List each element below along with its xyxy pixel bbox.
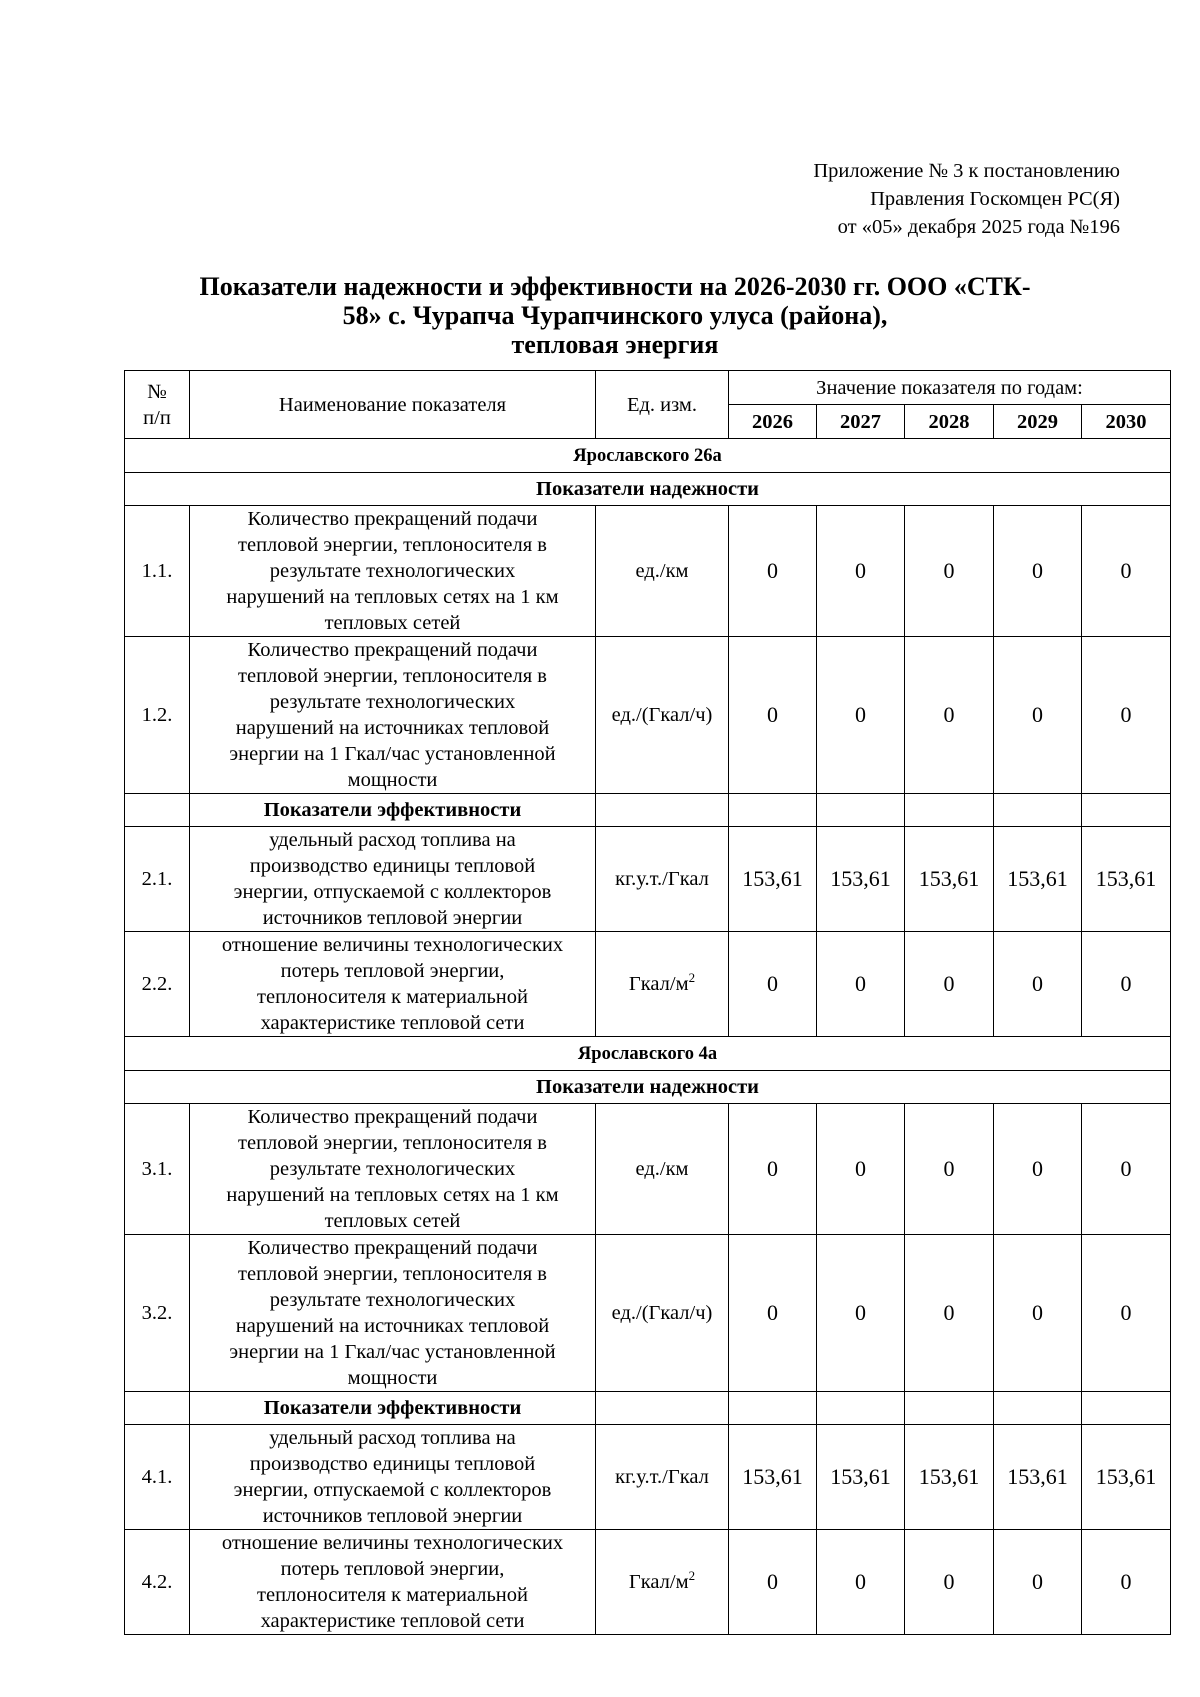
document-title [150,272,1080,359]
row-num: 3.2. [125,1235,190,1392]
category-row-efficiency [125,1392,1171,1425]
row-unit-text: Гкал/м [628,973,689,995]
indicators-table [124,370,1171,1635]
row-indicator-name-line: теплоносителя к материальной [257,1584,528,1606]
row-indicator-name [190,1235,596,1392]
row-indicator-name-line: мощности [347,1367,438,1389]
row-value-2029: 0 [994,1235,1082,1392]
row-indicator-name-line: результате технологических [269,1158,516,1180]
row-unit-text: ед./км [635,560,689,582]
row-value-2029: 0 [994,932,1082,1037]
row-value-2028: 0 [905,1104,994,1235]
row-value-2027: 0 [817,1235,905,1392]
header-name-cell: Наименование показателя [190,371,596,439]
header-year-2028: 2028 [905,405,994,439]
category-empty-cell [994,794,1082,827]
row-indicator-name-line: источников тепловой энергии [262,1505,523,1527]
row-indicator-name [190,1530,596,1635]
header-year-2029: 2029 [994,405,1082,439]
row-indicator-name-line: тепловых сетей [324,612,461,634]
category-empty-cell [1082,1392,1171,1425]
row-indicator-name-line: тепловой энергии, теплоносителя в [238,665,547,687]
row-num: 1.2. [125,637,190,794]
table-row [125,637,1171,794]
row-value-2027: 0 [817,1104,905,1235]
row-value-2027: 153,61 [817,1425,905,1530]
row-value-2026: 0 [729,1235,817,1392]
table-row [125,1530,1171,1635]
table-row [125,932,1171,1037]
row-indicator-name [190,637,596,794]
row-unit [596,506,729,637]
row-value-2029: 0 [994,506,1082,637]
row-num: 2.2. [125,932,190,1037]
row-indicator-name-line: характеристике тепловой сети [260,1012,525,1034]
row-indicator-name-line: характеристике тепловой сети [260,1610,525,1632]
category-row-reliability [125,1071,1171,1104]
row-value-2029: 0 [994,637,1082,794]
category-row-reliability [125,473,1171,506]
row-unit-text: Гкал/м [628,1571,689,1593]
row-indicator-name-line: нарушений на тепловых сетях на 1 км [226,1184,559,1206]
row-value-2030: 153,61 [1082,1425,1171,1530]
appendix-reference [560,157,1120,241]
category-empty-num [125,794,190,827]
row-indicator-name-line: производство единицы тепловой [249,1453,536,1475]
row-value-2028: 0 [905,506,994,637]
row-indicator-name-line: Количество прекращений подачи [247,1237,538,1259]
row-value-2026: 153,61 [729,1425,817,1530]
section-name: Ярославского 26а [125,439,1171,473]
appendix-line-3: от «05» декабря 2025 года №196 [837,216,1120,238]
row-value-2029: 153,61 [994,827,1082,932]
category-empty-cell [596,1392,729,1425]
row-indicator-name-line: Количество прекращений подачи [247,639,538,661]
row-indicator-name-line: нарушений на источниках тепловой [235,1315,550,1337]
row-value-2030: 0 [1082,932,1171,1037]
row-indicator-name-line: нарушений на тепловых сетях на 1 км [226,586,559,608]
row-unit-text: кг.у.т./Гкал [615,868,709,890]
row-value-2027: 153,61 [817,827,905,932]
appendix-line-1: Приложение № 3 к постановлению [813,160,1120,182]
row-value-2026: 0 [729,1104,817,1235]
table-row [125,1235,1171,1392]
row-value-2028: 0 [905,1235,994,1392]
table-body [125,439,1171,1635]
row-unit-superscript: 2 [688,1568,696,1584]
appendix-line-2: Правления Госкомцен РС(Я) [870,188,1120,210]
section-name: Ярославского 4а [125,1037,1171,1071]
row-indicator-name-line: тепловых сетей [324,1210,461,1232]
row-unit [596,1104,729,1235]
row-value-2026: 0 [729,932,817,1037]
category-empty-cell [905,1392,994,1425]
row-indicator-name-line: теплоносителя к материальной [257,986,528,1008]
row-indicator-name-line: тепловой энергии, теплоносителя в [238,534,547,556]
category-empty-cell [905,794,994,827]
category-empty-cell [817,794,905,827]
row-value-2028: 0 [905,932,994,1037]
row-unit-text: ед./км [635,1158,689,1180]
row-indicator-name-line: потерь тепловой энергии, [280,1558,505,1580]
header-year-2027: 2027 [817,405,905,439]
category-label-efficiency: Показатели эффективности [190,1392,596,1425]
row-unit [596,932,729,1037]
row-indicator-name-line: энергии, отпускаемой с коллекторов [233,881,552,903]
header-num-cell [125,371,190,439]
header-num-line-2: п/п [143,406,171,429]
row-value-2028: 0 [905,1530,994,1635]
row-indicator-name-line: энергии на 1 Гкал/час установленной [229,1341,556,1363]
header-year-2026: 2026 [729,405,817,439]
header-unit-cell: Ед. изм. [596,371,729,439]
row-indicator-name-line: тепловой энергии, теплоносителя в [238,1263,547,1285]
category-label-reliability: Показатели надежности [125,1071,1171,1104]
category-label-reliability: Показатели надежности [125,473,1171,506]
row-value-2029: 153,61 [994,1425,1082,1530]
category-empty-cell [596,794,729,827]
row-value-2028: 153,61 [905,827,994,932]
row-value-2027: 0 [817,1530,905,1635]
row-indicator-name-line: удельный расход топлива на [269,829,516,851]
row-unit [596,1235,729,1392]
row-indicator-name [190,827,596,932]
row-value-2026: 153,61 [729,827,817,932]
row-unit-text: кг.у.т./Гкал [615,1466,709,1488]
row-value-2030: 153,61 [1082,827,1171,932]
section-row [125,439,1171,473]
category-empty-cell [817,1392,905,1425]
category-row-efficiency [125,794,1171,827]
row-indicator-name-line: источников тепловой энергии [262,907,523,929]
row-indicator-name-line: потерь тепловой энергии, [280,960,505,982]
row-indicator-name-line: отношение величины технологических [221,934,564,956]
row-indicator-name-line: нарушений на источниках тепловой [235,717,550,739]
row-value-2030: 0 [1082,1530,1171,1635]
section-row [125,1037,1171,1071]
row-value-2029: 0 [994,1104,1082,1235]
row-num: 3.1. [125,1104,190,1235]
row-indicator-name [190,506,596,637]
header-num-line-1: № [147,380,167,403]
row-num: 4.2. [125,1530,190,1635]
category-empty-cell [729,1392,817,1425]
row-value-2028: 0 [905,637,994,794]
row-indicator-name-line: энергии, отпускаемой с коллекторов [233,1479,552,1501]
row-value-2026: 0 [729,637,817,794]
row-unit-text: ед./(Гкал/ч) [611,1302,713,1324]
category-empty-cell [1082,794,1171,827]
row-value-2026: 0 [729,506,817,637]
row-value-2030: 0 [1082,506,1171,637]
row-num: 1.1. [125,506,190,637]
row-indicator-name-line: результате технологических [269,560,516,582]
title-line-2: 58» с. Чурапча Чурапчинского улуса (района), [342,301,888,330]
row-value-2030: 0 [1082,1104,1171,1235]
row-indicator-name-line: производство единицы тепловой [249,855,536,877]
row-value-2027: 0 [817,932,905,1037]
category-label-efficiency: Показатели эффективности [190,794,596,827]
row-indicator-name-line: Количество прекращений подачи [247,1106,538,1128]
row-value-2027: 0 [817,637,905,794]
table-row [125,1425,1171,1530]
row-unit [596,637,729,794]
category-empty-cell [729,794,817,827]
row-indicator-name-line: результате технологических [269,691,516,713]
table-row [125,827,1171,932]
category-empty-cell [994,1392,1082,1425]
row-value-2028: 153,61 [905,1425,994,1530]
title-line-3: тепловая энергия [511,330,719,359]
row-value-2030: 0 [1082,637,1171,794]
row-indicator-name [190,932,596,1037]
row-indicator-name [190,1104,596,1235]
row-indicator-name-line: тепловой энергии, теплоносителя в [238,1132,547,1154]
row-indicator-name-line: удельный расход топлива на [269,1427,516,1449]
row-value-2030: 0 [1082,1235,1171,1392]
row-unit-text: ед./(Гкал/ч) [611,704,713,726]
row-unit [596,1530,729,1635]
title-line-1: Показатели надежности и эффективности на 2026-2030 гг. ООО «СТК- [199,272,1031,301]
row-num: 4.1. [125,1425,190,1530]
row-indicator-name-line: мощности [347,769,438,791]
row-unit [596,1425,729,1530]
row-unit-superscript: 2 [688,970,696,986]
category-empty-num [125,1392,190,1425]
row-indicator-name-line: отношение величины технологических [221,1532,564,1554]
row-indicator-name-line: Количество прекращений подачи [247,508,538,530]
row-num: 2.1. [125,827,190,932]
row-indicator-name [190,1425,596,1530]
table-row [125,1104,1171,1235]
header-year-2030: 2030 [1082,405,1171,439]
table-row [125,506,1171,637]
row-indicator-name-line: энергии на 1 Гкал/час установленной [229,743,556,765]
row-value-2027: 0 [817,506,905,637]
row-unit [596,827,729,932]
row-indicator-name-line: результате технологических [269,1289,516,1311]
header-values-group: Значение показателя по годам: [729,371,1171,405]
row-value-2029: 0 [994,1530,1082,1635]
row-value-2026: 0 [729,1530,817,1635]
header-row-1 [125,371,1171,405]
